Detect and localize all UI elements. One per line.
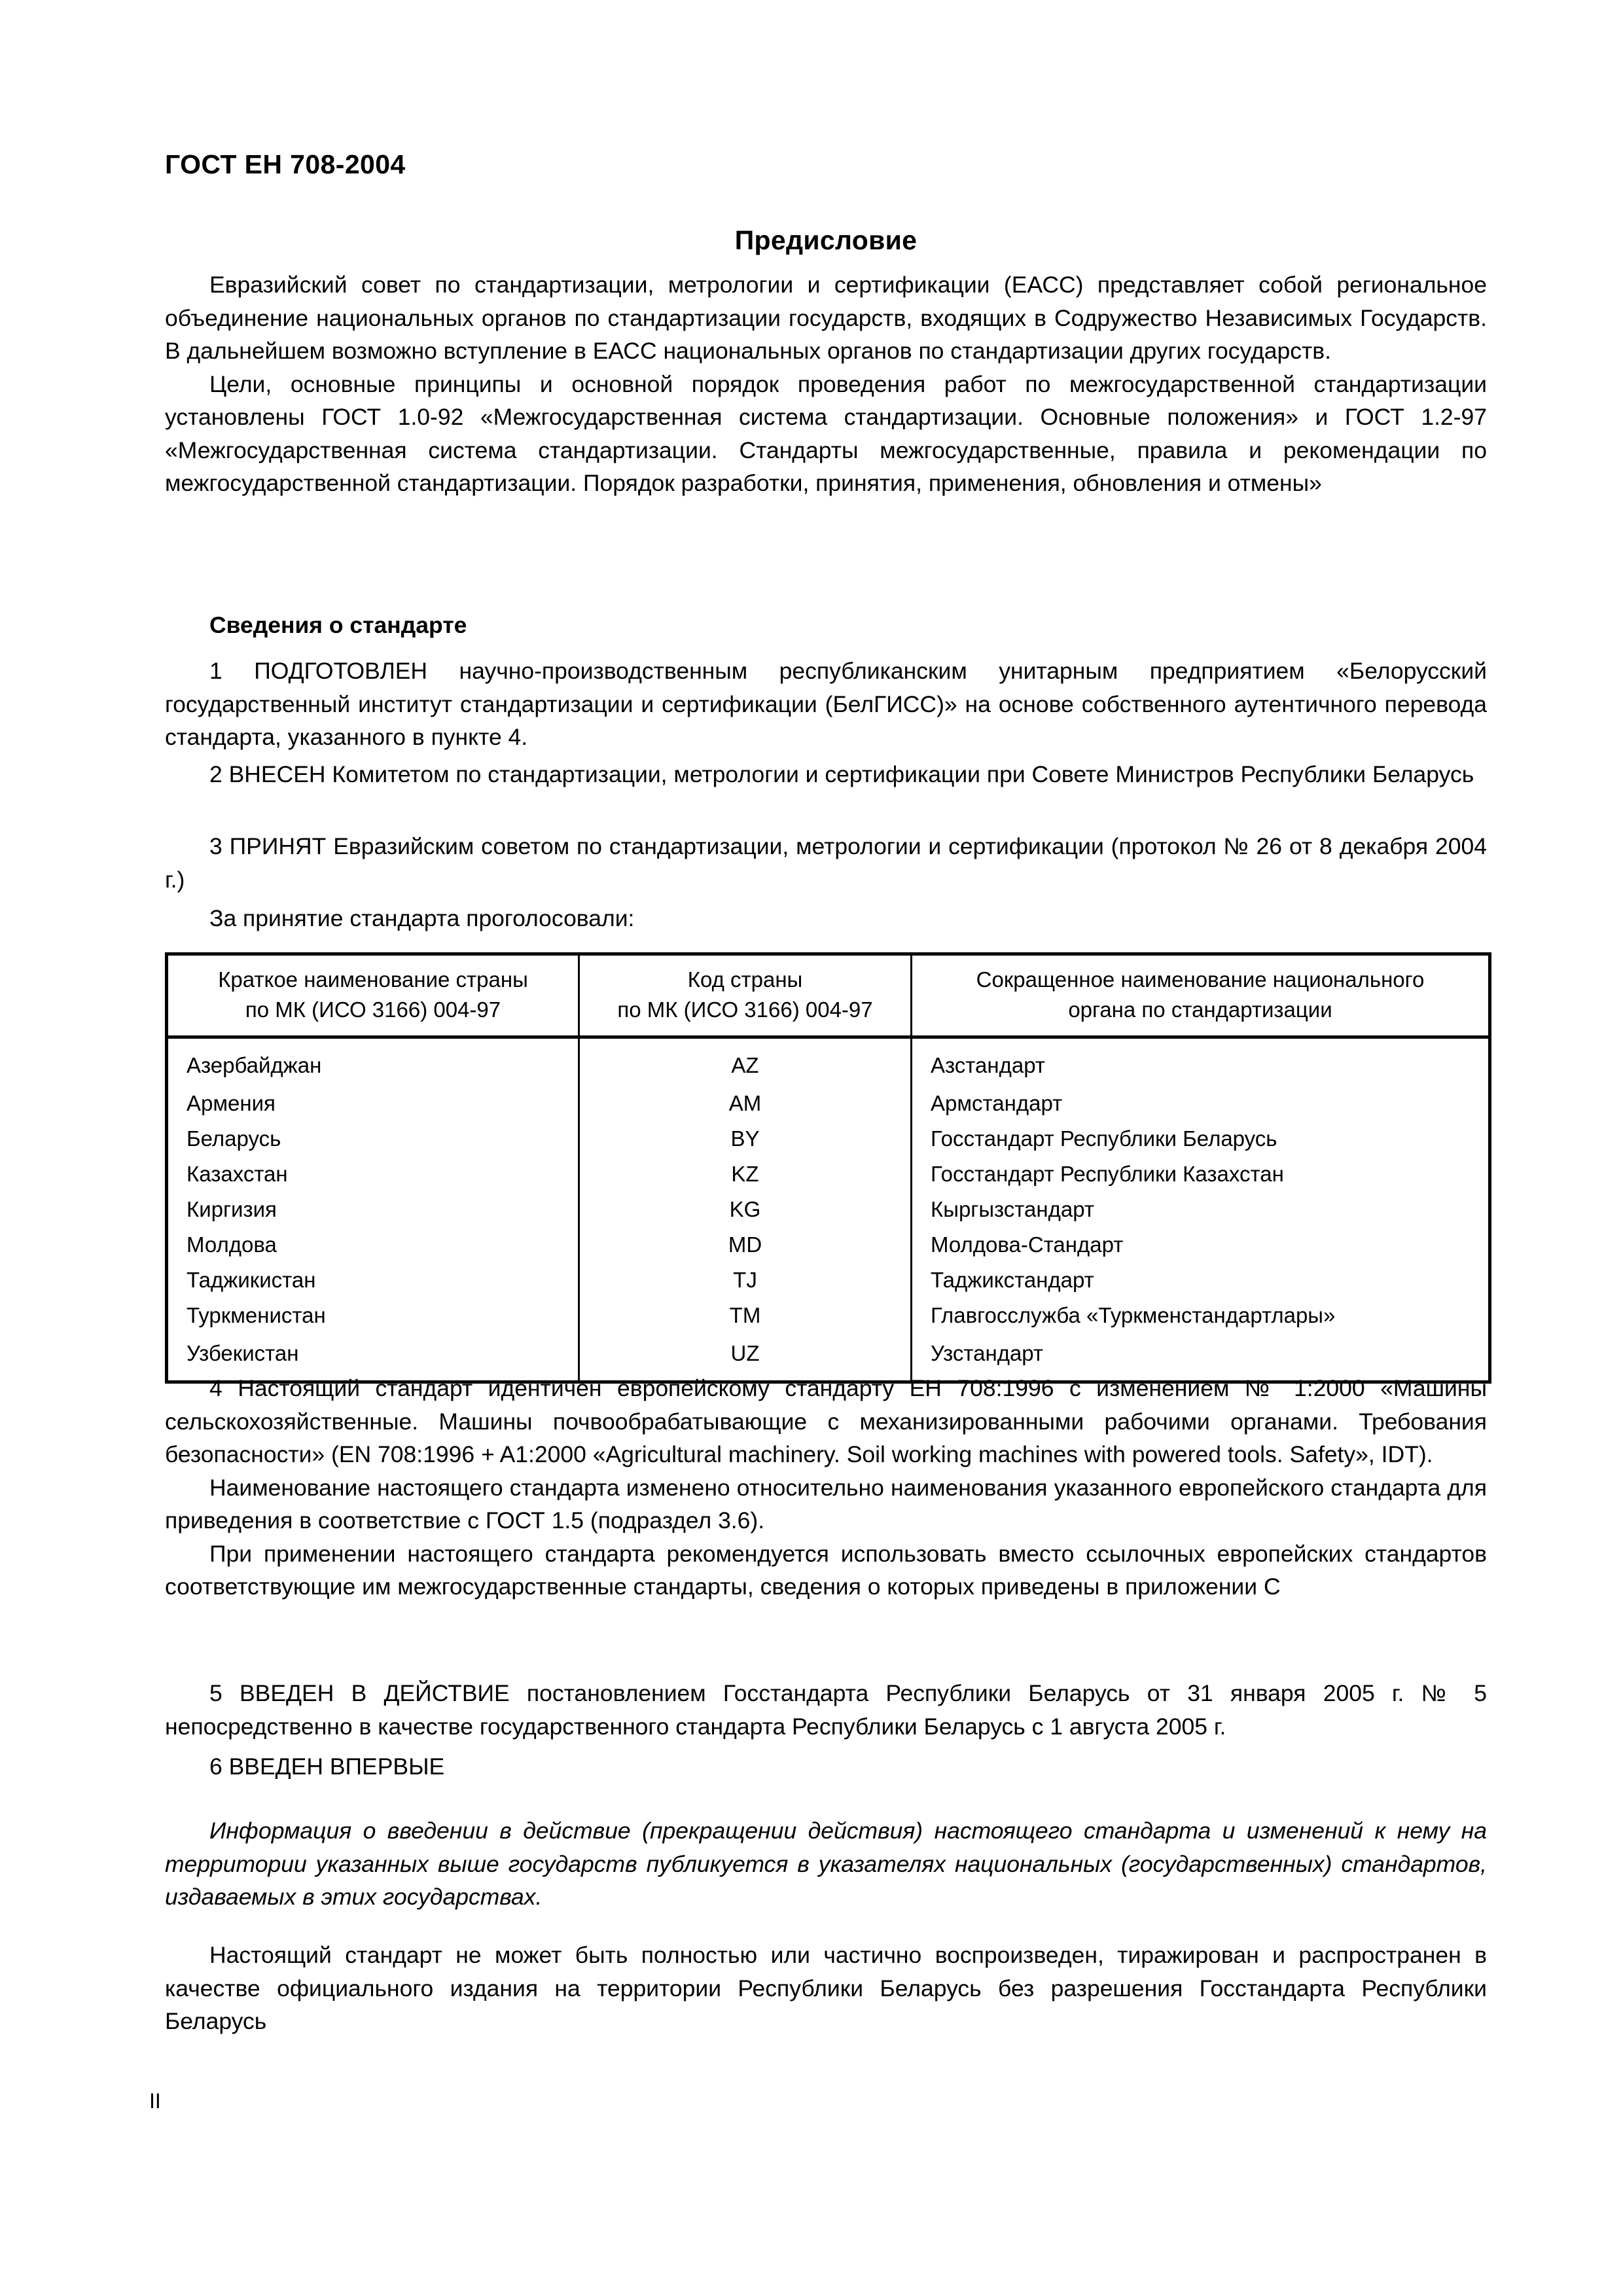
- intro-paragraph-2: Цели, основные принципы и основной порядок проведения работ по межгосударственной стандартизации установлены ГОСТ 1.0-92 «Межгосударственная система стандартизации. Основные положения» и ГОСТ 1.2-97 «Межгосударственная система стандартизации. Стандарты межгосударственные, правила и рекомендации по межгосударственной стандартизации. Порядок разработки, принятия, применения, обновления и отмены»: [165, 370, 1487, 496]
- vote-table-cell-body: Узстандарт: [931, 1341, 1044, 1365]
- standard-info-item-6: 6 ВВЕДЕН ВПЕРВЫЕ: [209, 1753, 445, 1780]
- standard-info-item-3-block: [165, 830, 1487, 896]
- table-row: [167, 1192, 1490, 1227]
- standard-info-item-4: 4 Настоящий стандарт идентичен европейскому стандарту ЕН 708:1996 с изменением № 1:2000 «Машины сельскохозяйственные. Машины почвообрабатывающие с механизированными рабочими органами. Требования безопасности» (EN 708:1996 + A1:2000 «Agricultural machinery. Soil working machines with powered tools. Safety», IDT).: [165, 1375, 1487, 1467]
- vote-table-col-header-body-line2: органа по стандартизации: [1068, 997, 1332, 1022]
- vote-table-container: [165, 952, 1488, 1384]
- vote-table-cell-country: Узбекистан: [167, 1333, 579, 1382]
- table-row: [167, 1227, 1490, 1263]
- vote-table-cell-country: Туркменистан: [167, 1298, 579, 1333]
- vote-table-cell-code: BY: [579, 1121, 912, 1157]
- document-header-designation: ГОСТ ЕН 708-2004: [165, 149, 406, 179]
- vote-table-cell-body: Кыргызстандарт: [931, 1197, 1094, 1221]
- intro-paragraph-1: Евразийский совет по стандартизации, метрологии и сертификации (ЕАСС) представляет собой региональное объединение национальных органов по стандартизации государств, входящих в Содружество Независимых Государств. В дальнейшем возможно вступление в ЕАСС национальных органов по стандартизации других государств.: [165, 272, 1487, 364]
- standard-info-item-5-block: [165, 1677, 1487, 1743]
- page-title: Предисловие: [734, 225, 918, 255]
- vote-table-cell-code: KZ: [579, 1157, 912, 1192]
- vote-table-cell-body: Молдова-Стандарт: [931, 1232, 1124, 1257]
- vote-table-cell-code: TJ: [579, 1263, 912, 1298]
- vote-table-cell-code: KG: [579, 1192, 912, 1227]
- vote-table-cell-code: AZ: [579, 1037, 912, 1086]
- vote-table-cell-code: UZ: [579, 1333, 912, 1382]
- vote-intro-text: За принятие стандарта проголосовали:: [209, 905, 635, 931]
- vote-table-col-header-code: [579, 954, 912, 1037]
- vote-table-cell-country: Армения: [167, 1086, 579, 1121]
- standard-info-heading-block: [165, 609, 1487, 642]
- vote-table-cell-body: Госстандарт Республики Беларусь: [931, 1126, 1277, 1151]
- vote-table-cell-country: Казахстан: [167, 1157, 579, 1192]
- standard-info-item-5: 5 ВВЕДЕН В ДЕЙСТВИЕ постановлением Госстандарта Республики Беларусь от 31 января 2005 г. № 5 непосредственно в качестве государственного стандарта Республики Беларусь с 1 августа 2005 г.: [165, 1680, 1487, 1740]
- table-row: [167, 1086, 1490, 1121]
- vote-table-cell-body: Таджикстандарт: [931, 1268, 1094, 1292]
- vote-table-cell-country: Таджикистан: [167, 1263, 579, 1298]
- copyright-notice-text: Настоящий стандарт не может быть полностью или частично воспроизведен, тиражирован и распространен в качестве официального издания на территории Республики Беларусь без разрешения Госстандарта Республики Беларусь: [165, 1942, 1487, 2034]
- standard-info-item-6-block: [165, 1750, 1487, 1784]
- vote-table-cell-country: Беларусь: [167, 1121, 579, 1157]
- standard-info-item-2: 2 ВНЕСЕН Комитетом по стандартизации, метрологии и сертификации при Совете Министров Республики Беларусь: [209, 761, 1474, 787]
- vote-table-col-header-country-line2: по МК (ИСО 3166) 004-97: [245, 997, 501, 1022]
- standard-info-items-1-3: [165, 655, 1487, 754]
- standard-info-item-1: 1 ПОДГОТОВЛЕН научно-производственным республиканским унитарным предприятием «Белорусский государственный институт стандартизации и сертификации (БелГИСС)» на основе собственного аутентичного перевода стандарта, указанного в пункте 4.: [165, 658, 1487, 750]
- vote-table-cell-body: Госстандарт Республики Казахстан: [931, 1162, 1284, 1186]
- intro-paragraphs: [165, 268, 1487, 500]
- vote-table-col-header-body-line1: Сокращенное наименование национального: [976, 967, 1425, 992]
- standard-info-subheading: Сведения о стандарте: [209, 612, 467, 638]
- vote-table-cell-body: Главгосслужба «Туркменстандартлары»: [931, 1303, 1336, 1327]
- vote-table-cell-code: AM: [579, 1086, 912, 1121]
- vote-table-cell-code: MD: [579, 1227, 912, 1263]
- notice-italic-text: Информация о введении в действие (прекращении действия) настоящего стандарта и изменений к нему на территории указанных выше государств публикуется в указателях национальных (государственных) стандартов, издаваемых в этих государствах.: [165, 1818, 1487, 1910]
- table-row: [167, 1121, 1490, 1157]
- table-row: [167, 1157, 1490, 1192]
- vote-table-cell-country: Киргизия: [167, 1192, 579, 1227]
- vote-table-header-row: [167, 954, 1490, 1037]
- vote-table-cell-body: Азстандарт: [931, 1053, 1045, 1077]
- standard-info-item-4-block: [165, 1372, 1487, 1604]
- vote-table-head: [167, 954, 1490, 1037]
- vote-table-col-header-code-line1: Код страны: [687, 967, 803, 992]
- standard-info-item-4-note-2: При применении настоящего стандарта рекомендуется использовать вместо ссылочных европейских стандартов соответствующие им межгосударственные стандарты, сведения о которых приведены в приложении С: [165, 1540, 1487, 1600]
- table-row: [167, 1037, 1490, 1086]
- vote-table-col-header-code-line2: по МК (ИСО 3166) 004-97: [617, 997, 873, 1022]
- vote-table-col-header-body: [912, 954, 1490, 1037]
- vote-table-col-header-country-line1: Краткое наименование страны: [218, 967, 528, 992]
- vote-table-cell-body: Армстандарт: [931, 1091, 1063, 1115]
- standard-info-item-4-note-1: Наименование настоящего стандарта изменено относительно наименования указанного европейского стандарта для приведения в соответствие с ГОСТ 1.5 (подраздел 3.6).: [165, 1474, 1487, 1534]
- vote-intro-block: [165, 902, 1487, 935]
- vote-table-cell-country: Азербайджан: [167, 1037, 579, 1086]
- vote-table: [165, 952, 1491, 1384]
- vote-table-cell-code: TM: [579, 1298, 912, 1333]
- standard-info-item-2-block: [165, 758, 1487, 791]
- page-number: II: [149, 2089, 161, 2113]
- table-row: [167, 1263, 1490, 1298]
- vote-table-cell-country: Молдова: [167, 1227, 579, 1263]
- table-row: [167, 1298, 1490, 1333]
- vote-table-body: [167, 1037, 1490, 1382]
- vote-table-col-header-country: [167, 954, 579, 1037]
- copyright-block: [165, 1939, 1487, 2038]
- standard-info-item-3: 3 ПРИНЯТ Евразийским советом по стандартизации, метрологии и сертификации (протокол № 26 от 8 декабря 2004 г.): [165, 833, 1487, 893]
- notice-block: [165, 1814, 1487, 1914]
